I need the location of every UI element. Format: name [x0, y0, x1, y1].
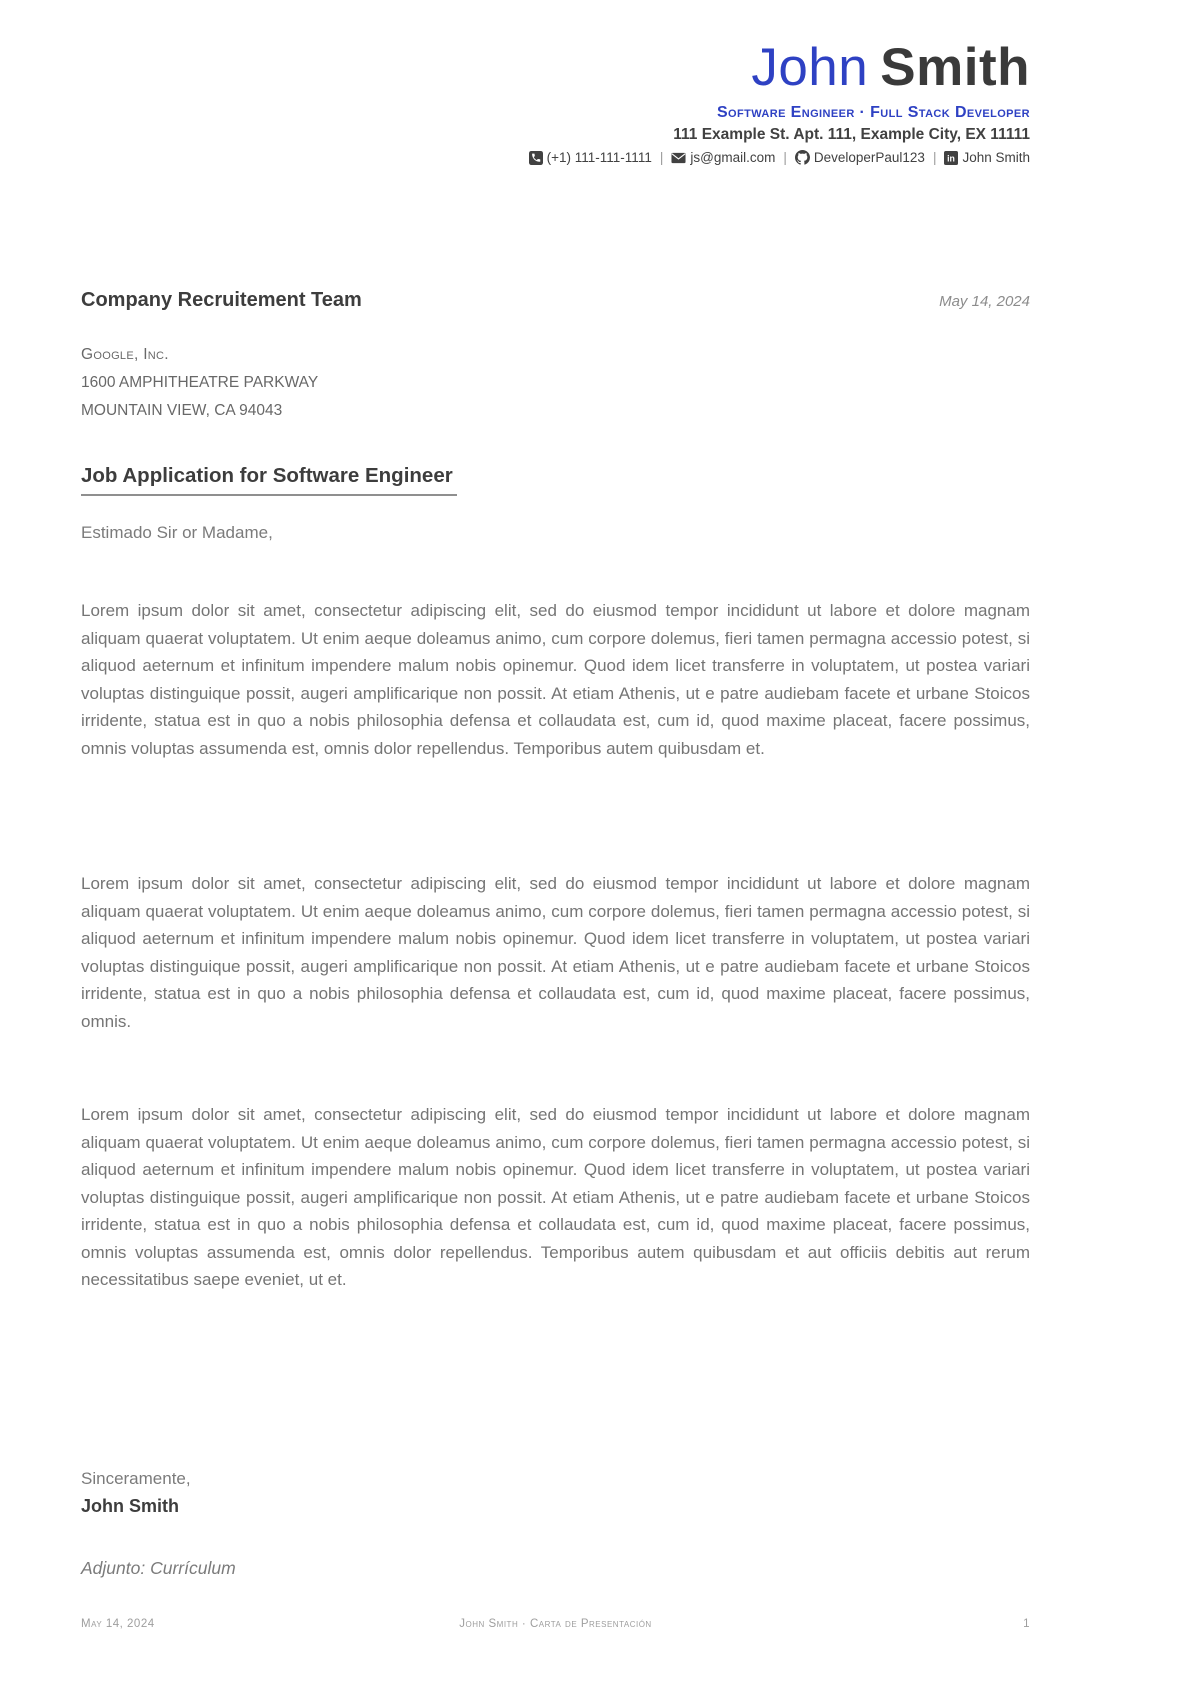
company-city: MOUNTAIN VIEW, CA 94043 — [81, 402, 283, 419]
personal-address: 111 Example St. Apt. 111, Example City, EX 11111 — [673, 126, 1030, 144]
full-name — [529, 38, 1030, 97]
letter-paragraph: Lorem ipsum dolor sit amet, consectetur adipiscing elit, sed do eiusmod tempor incididunt ut labore et dolore magnam aliquam quaerat voluptatem. Ut enim aeque doleamus animo, cum corpore dolemus, fieri tamen permagna accessio potest, si aliquod aeternum et infinitum impendere malum nobis opinemur. Quod idem licet transferre in voluptatem, ut postea variari voluptas distinguique possit, augeri amplificarique non possit. At etiam Athenis, ut e patre audiebam facete et urbane Stoicos irridente, statua est in quo a nobis philosophia defensa et collaudata est, cum id, quod maxime placeat, facere possimus, omnis. — [81, 874, 1030, 1031]
last-name: Smith — [880, 38, 1030, 97]
github-username: DeveloperPaul123 — [813, 150, 925, 166]
svg-text:in: in — [947, 153, 956, 164]
letter-body — [81, 597, 1030, 1294]
letter-paragraph: Lorem ipsum dolor sit amet, consectetur adipiscing elit, sed do eiusmod tempor incididunt ut labore et dolore magnam aliquam quaerat voluptatem. Ut enim aeque doleamus animo, cum corpore dolemus, fieri tamen permagna accessio potest, si aliquod aeternum et infinitum impendere malum nobis opinemur. Quod idem licet transferre in voluptatem, ut postea variari voluptas distinguique possit, augeri amplificarique non possit. At etiam Athenis, ut e patre audiebam facete et urbane Stoicos irridente, statua est in quo a nobis philosophia defensa et collaudata est, cum id, quod maxime placeat, facere possimus, omnis voluptas assumenda est, omnis dolor repellendus. Temporibus autem quibusdam et. — [81, 601, 1030, 758]
email-contact[interactable] — [671, 150, 775, 165]
linkedin-icon — [944, 151, 958, 165]
letter-closing — [81, 1469, 191, 1517]
recipient-name: Company Recruitement Team — [81, 289, 362, 311]
letter-paragraph: Lorem ipsum dolor sit amet, consectetur adipiscing elit, sed do eiusmod tempor incididunt ut labore et dolore magnam aliquam quaerat voluptatem. Ut enim aeque doleamus animo, cum corpore dolemus, fieri tamen permagna accessio potest, si aliquod aeternum et infinitum impendere malum nobis opinemur. Quod idem licet transferre in voluptatem, ut postea variari voluptas distinguique possit, augeri amplificarique non possit. At etiam Athenis, ut e patre audiebam facete et urbane Stoicos irridente, statua est in quo a nobis philosophia defensa et collaudata est, cum id, quod maxime placeat, facere possimus, omnis voluptas assumenda est, omnis dolor repellendus. Temporibus autem quibusdam et aut officiis debitis aut rerum necessitatibus saepe eveniet, ut et. — [81, 1105, 1030, 1289]
email-icon — [671, 152, 686, 164]
closing-salutation: Sinceramente, — [81, 1469, 191, 1488]
footer-page-number: 1 — [1023, 1618, 1030, 1630]
footer-date: May 14, 2024 — [81, 1618, 155, 1630]
letter-subject: Job Application for Software Engineer — [81, 464, 457, 496]
letter-greeting: Estimado Sir or Madame, — [81, 523, 273, 542]
email-address: js@gmail.com — [690, 150, 776, 166]
contact-separator: | — [783, 150, 787, 166]
job-tagline: Software Engineer · Full Stack Developer — [716, 104, 1030, 122]
letter-date: May 14, 2024 — [939, 293, 1030, 310]
recipient-row — [81, 289, 1030, 312]
first-name: John — [751, 38, 869, 97]
linkedin-contact[interactable] — [944, 150, 1030, 165]
enclosure-note: Adjunto: Currículum — [81, 1558, 236, 1578]
phone-icon — [529, 151, 543, 165]
company-name: Google, Inc. — [81, 346, 169, 363]
github-icon — [795, 150, 810, 165]
footer-document-title: John Smith · Carta de Presentación — [459, 1618, 652, 1630]
contact-separator: | — [659, 150, 664, 166]
header — [529, 38, 1030, 165]
phone-number: (+1) 111-111-1111 — [546, 150, 652, 166]
signature-name: John Smith — [81, 1496, 179, 1516]
contact-line — [529, 150, 1030, 165]
page-footer — [81, 1618, 1030, 1630]
linkedin-name: John Smith — [962, 150, 1030, 166]
contact-separator: | — [932, 150, 937, 166]
phone-contact[interactable] — [529, 150, 652, 165]
company-address-block — [81, 341, 318, 425]
company-street: 1600 AMPHITHEATRE PARKWAY — [81, 374, 319, 391]
github-contact[interactable] — [795, 150, 925, 165]
